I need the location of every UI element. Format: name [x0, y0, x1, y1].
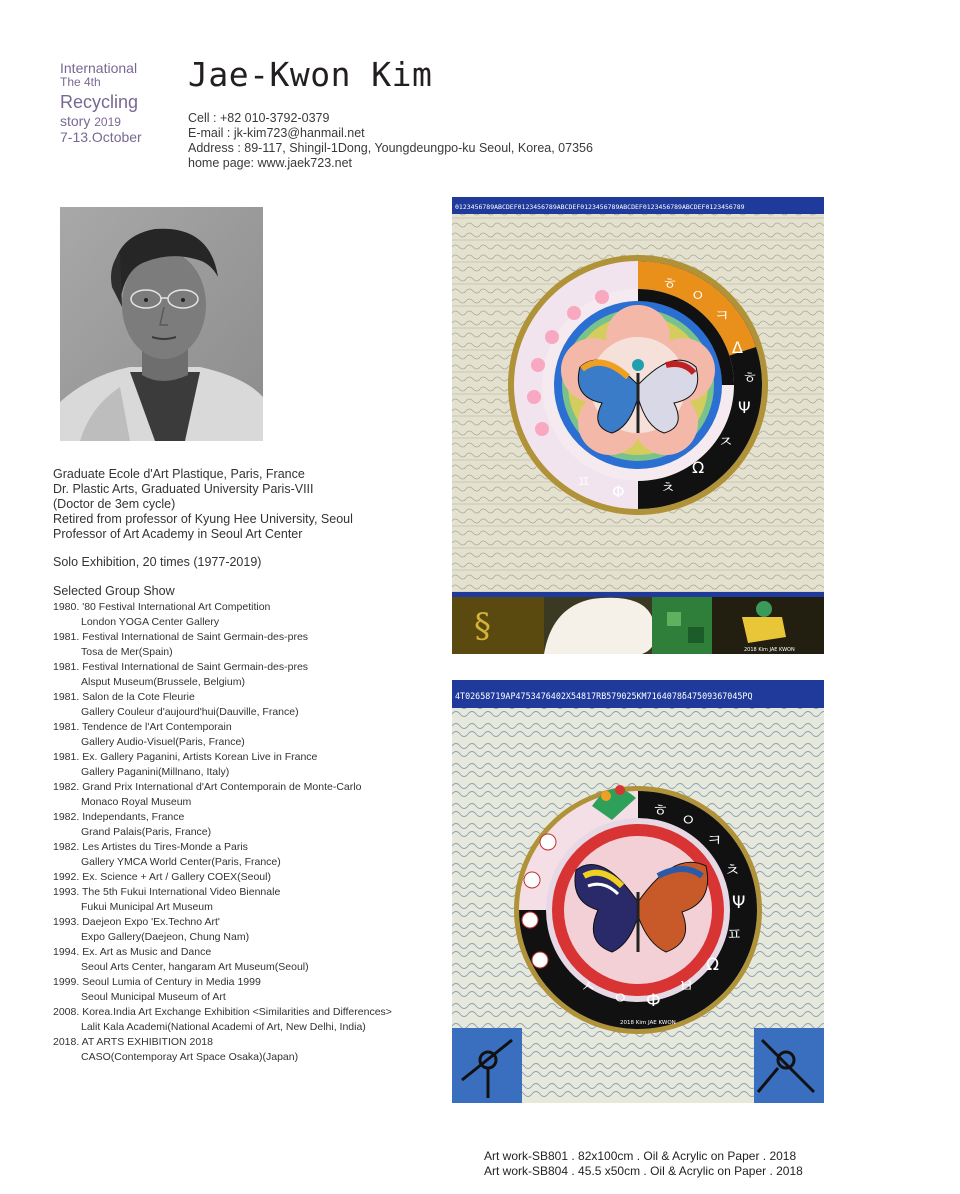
list-item [53, 840, 433, 870]
svg-text:Ω: Ω [692, 458, 705, 477]
list-item [53, 1005, 433, 1035]
list-item [53, 660, 433, 690]
artwork-captions [484, 1149, 803, 1179]
show-venue: London YOGA Center Gallery [81, 616, 220, 628]
show-venue: Seoul Municipal Museum of Art [81, 991, 226, 1003]
svg-text:Ω: Ω [706, 955, 719, 975]
event-story-year: 2019 [94, 114, 121, 129]
list-item [53, 630, 433, 660]
show-title: 1982. Les Artistes du Tires-Monde a Paris [53, 841, 248, 853]
contact-homepage: home page: www.jaek723.net [188, 156, 352, 170]
svg-text:ㅇ: ㅇ [612, 989, 629, 1009]
show-venue: Seoul Arts Center, hangaram Art Museum(Seoul) [81, 961, 309, 973]
show-title: 1993. Daejeon Expo 'Ex.Techno Art' [53, 916, 220, 928]
show-venue: Alsput Museum(Brussele, Belgium) [81, 676, 245, 688]
show-venue: Lalit Kala Academi(National Academi of Art, New Delhi, India) [81, 1021, 366, 1033]
svg-text:Ф: Ф [646, 991, 661, 1011]
list-item [53, 915, 433, 945]
show-venue: CASO(Contemporay Art Space Osaka)(Japan) [81, 1051, 299, 1063]
group-show-list [53, 600, 433, 1065]
group-show-title: Selected Group Show [53, 584, 175, 598]
artwork-sb801 [452, 197, 824, 654]
list-item [53, 690, 433, 720]
show-title: 1981. Ex. Gallery Paganini, Artists Korean Live in France [53, 751, 318, 763]
caption-sb804: Art work-SB804 . 45.5 x50cm . Oil & Acrylic on Paper . 2018 [484, 1164, 803, 1178]
svg-text:ㅊ: ㅊ [724, 861, 741, 881]
svg-text:Δ: Δ [732, 338, 743, 357]
event-line-recycling: Recycling [60, 91, 139, 112]
list-item [53, 885, 433, 915]
svg-text:ㅎ: ㅎ [652, 801, 669, 821]
solo-exhibition: Solo Exhibition, 20 times (1977-2019) [53, 555, 262, 569]
svg-text:ㅈ: ㅈ [718, 432, 734, 451]
svg-text:ㅂ: ㅂ [678, 977, 695, 997]
svg-text:ㅋ: ㅋ [714, 306, 730, 325]
list-item [53, 750, 433, 780]
event-tag [60, 60, 142, 145]
show-title: 1981. Festival International de Saint Germain-des-pres [53, 631, 309, 643]
event-line-international: International [60, 60, 138, 76]
show-venue: Gallery Couleur d'aujourd'hui(Dauville, France) [81, 706, 299, 718]
contact-block [188, 111, 593, 171]
svg-text:Φ: Φ [612, 482, 625, 501]
bio-line: Graduate Ecole d'Art Plastique, Paris, France [53, 467, 305, 481]
show-title: 2008. Korea.India Art Exchange Exhibition <Similarities and Differences> [53, 1006, 392, 1018]
show-title: 1981. Salon de la Cote Fleurie [53, 691, 195, 703]
art1-signature: 2018 Kim JAE KWON [744, 647, 795, 653]
show-venue: Gallery Paganini(Millnano, Italy) [81, 766, 230, 778]
show-title: 1993. The 5th Fukui International Video Biennale [53, 886, 281, 898]
artist-name: Jae-Kwon Kim [188, 55, 433, 94]
show-venue: Tosa de Mer(Spain) [81, 646, 173, 658]
list-item [53, 600, 433, 630]
list-item [53, 945, 433, 975]
show-title: 1981. Festival International de Saint Germain-des-pres [53, 661, 309, 673]
svg-text:ㅎ: ㅎ [662, 274, 678, 293]
show-venue: Gallery YMCA World Center(Paris, France) [81, 856, 281, 868]
bio-line: Dr. Plastic Arts, Graduated University Paris-VIII [53, 482, 314, 496]
svg-text:§: § [474, 606, 491, 646]
show-title: 2018. AT ARTS EXHIBITION 2018 [53, 1036, 213, 1048]
list-item [53, 1035, 433, 1065]
list-item [53, 870, 433, 885]
artist-portrait [60, 207, 263, 441]
art2-top-strip: 4T02658719AP4753476402X54817RB579025KM7164078δ47509367045PQ [455, 691, 753, 701]
show-title: 1982. Independants, France [53, 811, 185, 823]
show-venue: Expo Gallery(Daejeon, Chung Nam) [81, 931, 250, 943]
bio-line: Retired from professor of Kyung Hee University, Seoul [53, 512, 353, 526]
svg-text:ㅅ: ㅅ [580, 977, 597, 997]
svg-text:ㅋ: ㅋ [706, 831, 723, 851]
svg-text:Ψ: Ψ [738, 398, 751, 417]
art2-signature: 2018 Kim JAE KWON [620, 1020, 676, 1026]
show-title: 1980. '80 Festival International Art Competition [53, 601, 271, 613]
svg-text:ㅊ: ㅊ [660, 478, 676, 497]
caption-sb801: Art work-SB801 . 82x100cm . Oil & Acrylic on Paper . 2018 [484, 1149, 797, 1163]
svg-text:ㅍ: ㅍ [576, 472, 592, 491]
show-title: 1982. Grand Prix International d'Art Contemporain de Monte-Carlo [53, 781, 362, 793]
artwork-sb804 [452, 680, 824, 1103]
art1-top-strip: 0123456789ABCDEF0123456789ABCDEF0123456789ABCDEF0123456789ABCDEF0123456789 [455, 203, 745, 211]
contact-cell: Cell : +82 010-3792-0379 [188, 111, 330, 125]
contact-address: Address : 89-117, Shingil-1Dong, Youngdeungpo-ku Seoul, Korea, 07356 [188, 141, 593, 155]
show-title: 1981. Tendence de l'Art Contemporain [53, 721, 232, 733]
bio-line: Professor of Art Academy in Seoul Art Center [53, 527, 303, 541]
show-title: 1999. Seoul Lumia of Century in Media 1999 [53, 976, 261, 988]
show-title: 1992. Ex. Science + Art / Gallery COEX(Seoul) [53, 871, 271, 883]
show-venue: Gallery Audio-Visuel(Paris, France) [81, 736, 245, 748]
show-venue: Fukui Municipal Art Museum [81, 901, 213, 913]
svg-text:Ψ: Ψ [732, 893, 746, 913]
list-item [53, 810, 433, 840]
event-line-edition: The 4th [60, 75, 101, 90]
svg-text:ㅍ: ㅍ [726, 925, 743, 945]
event-story-word: story [60, 112, 91, 129]
show-venue: Grand Palais(Paris, France) [81, 826, 212, 838]
show-title: 1994. Ex. Art as Music and Dance [53, 946, 212, 958]
event-line-dates: 7-13.October [60, 129, 142, 146]
svg-text:ㅇ: ㅇ [690, 286, 706, 305]
svg-text:ㅇ: ㅇ [680, 811, 697, 831]
bio-section [53, 467, 433, 1065]
list-item [53, 975, 433, 1005]
event-line-story [60, 113, 142, 130]
svg-text:ㅎ: ㅎ [742, 368, 758, 387]
list-item [53, 780, 433, 810]
list-item [53, 720, 433, 750]
bio-line: (Doctor de 3em cycle) [53, 497, 176, 511]
show-venue: Monaco Royal Museum [81, 796, 192, 808]
contact-email: E-mail : jk-kim723@hanmail.net [188, 126, 365, 140]
